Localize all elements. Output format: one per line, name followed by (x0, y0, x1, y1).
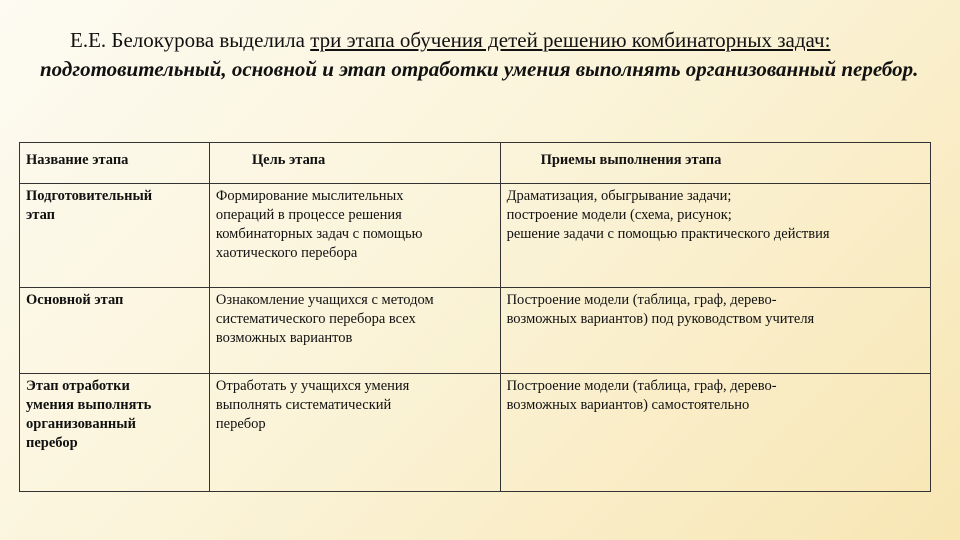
cell-line: этап (26, 207, 55, 223)
cell-line: Драматизация, обыгрывание задачи; (506, 188, 732, 204)
header-stage-methods: Приемы выполнения этапа (500, 143, 930, 184)
stage-methods-cell (500, 374, 930, 492)
intro-emphasis: подготовительный, основной и этап отработки умения выполнять организованный перебор. (40, 57, 919, 81)
cell-line: Построение модели (таблица, граф, дерево- (506, 378, 777, 394)
cell-line: выполнять систематический (215, 397, 392, 413)
intro-prefix: Е.Е. Белокурова выделила (70, 28, 311, 52)
stage-name-cell (20, 374, 210, 492)
table-row (20, 184, 931, 288)
cell-line: возможных вариантов) самостоятельно (506, 397, 750, 413)
cell-line: Формирование мыслительных (215, 188, 404, 204)
cell-line: возможных вариантов (215, 330, 353, 346)
stage-goal-cell (209, 374, 500, 492)
cell-line: построение модели (схема, рисунок; (506, 207, 732, 223)
cell-line: возможных вариантов) под руководством учителя (506, 311, 815, 327)
cell-line: умения выполнять (26, 397, 152, 413)
cell-line: Основной этап (26, 292, 124, 308)
stage-name-cell (20, 288, 210, 374)
stages-table (19, 142, 931, 492)
cell-line: перебор (215, 416, 266, 432)
cell-line: комбинаторных задач с помощью (215, 226, 423, 242)
cell-line: Этап отработки (26, 378, 130, 394)
stage-methods-cell (500, 288, 930, 374)
cell-line: организованный (26, 416, 136, 432)
stage-goal-cell (209, 288, 500, 374)
stage-methods-cell (500, 184, 930, 288)
cell-line: Построение модели (таблица, граф, дерево- (506, 292, 777, 308)
stage-name-cell (20, 184, 210, 288)
cell-line: хаотического перебора (215, 245, 358, 261)
table-row (20, 374, 931, 492)
cell-line: Подготовительный (26, 188, 153, 204)
table-header-row (20, 143, 931, 184)
cell-line: перебор (26, 435, 78, 451)
stage-goal-cell (209, 184, 500, 288)
cell-line: операций в процессе решения (215, 207, 402, 223)
cell-line: Ознакомление учащихся с методом (215, 292, 434, 308)
cell-line: систематического перебора всех (215, 311, 416, 327)
table-row (20, 288, 931, 374)
cell-line: Отработать у учащихся умения (215, 378, 410, 394)
intro-underlined: три этапа обучения детей решению комбинаторных задач: (310, 28, 831, 52)
cell-line: решение задачи с помощью практического действия (506, 226, 830, 242)
header-stage-goal: Цель этапа (209, 143, 500, 184)
intro-paragraph (40, 26, 920, 84)
header-stage-name: Название этапа (20, 143, 210, 184)
